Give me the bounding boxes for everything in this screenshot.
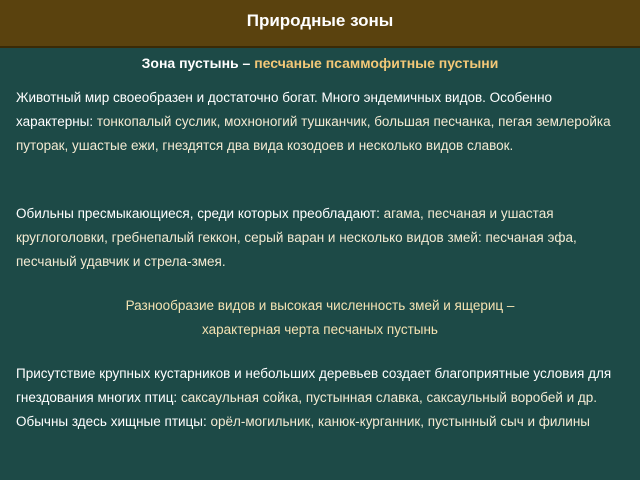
subtitle	[0, 55, 640, 71]
page-title: Природные зоны	[246, 11, 394, 30]
paragraph-reptiles	[16, 202, 626, 274]
paragraph-birds-mid: Обычны здесь хищные птицы:	[16, 414, 211, 429]
paragraph-reptiles-species: агама, песчаная и ушастая круглоголовки, гребнепалый геккон, серый варан и несколько видов змей: песчаная эфа, песчаный удавчик и стрела-змея.	[16, 206, 577, 269]
paragraph-birds-raptors: орёл-могильник, канюк-курганник, пустынный сыч и филины	[210, 414, 591, 429]
paragraph-reptiles-intro: Обильны пресмыкающиеся, среди которых преобладают:	[16, 206, 384, 221]
subtitle-lead: Зона пустынь –	[141, 55, 255, 71]
paragraph-birds	[16, 362, 626, 434]
paragraph-birds-species: саксаульная сойка, пустынная славка, саксаульный воробей и др.	[180, 390, 598, 405]
paragraph-fauna-intro: Животный мир своеобразен и достаточно богат. Много эндемичных видов. Особенно характерны:	[16, 90, 553, 129]
highlight-line-2: характерная черта песчаных пустынь	[202, 322, 438, 337]
paragraph-fauna-species: тонкопалый суслик, мохноногий тушканчик, большая песчанка, пегая землеройка путорак, ушастые ежи, гнездятся два вида козодоев и несколько видов славок.	[16, 114, 611, 153]
paragraph-fauna	[16, 86, 626, 158]
subtitle-accent: песчаные псаммофитные пустыни	[254, 55, 499, 71]
highlight-statement	[30, 294, 610, 342]
paragraph-birds-intro: Присутствие крупных кустарников и небольших деревьев создает благоприятные условия для гнездования многих птиц:	[16, 366, 612, 405]
highlight-line-1: Разнообразие видов и высокая численность змей и ящериц –	[125, 298, 515, 313]
title-bar	[0, 0, 640, 48]
